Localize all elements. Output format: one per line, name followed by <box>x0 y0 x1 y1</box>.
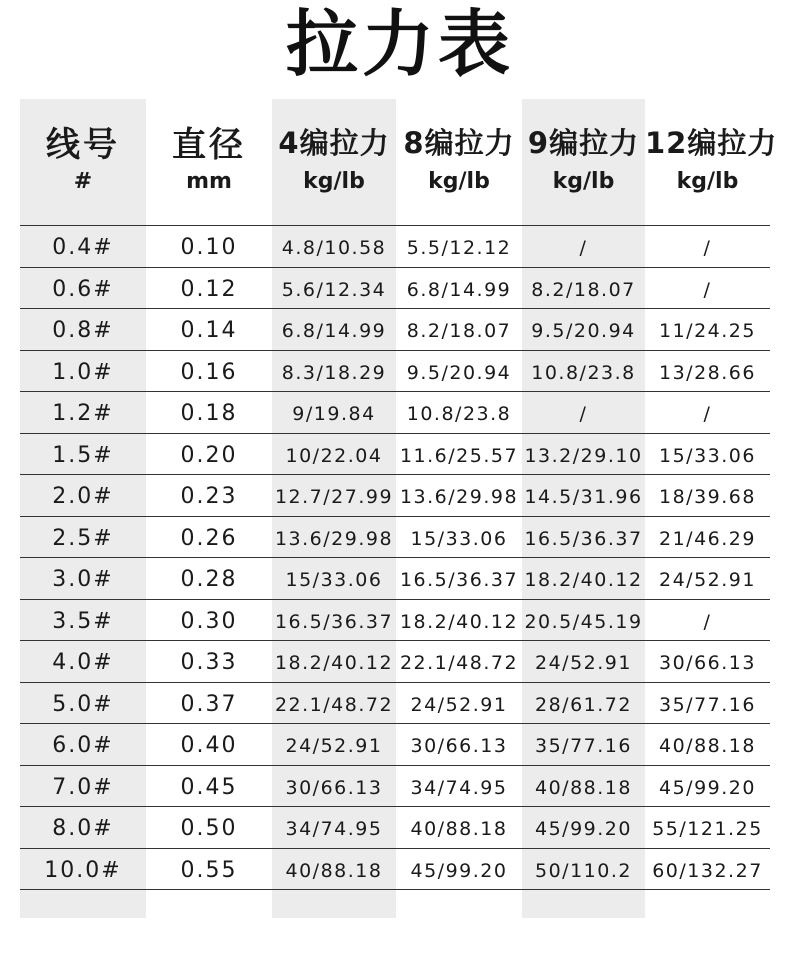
table-cell: 1.2# <box>52 401 114 426</box>
table-cell: 10.8/23.8 <box>531 361 636 384</box>
table-cell: 2.5# <box>52 525 114 551</box>
header-label: 12编拉力 <box>645 126 778 160</box>
table-row <box>20 683 770 725</box>
table-cell: 5.0# <box>52 691 114 717</box>
table-cell: 10/22.04 <box>285 444 383 467</box>
table-cell: 0.6# <box>52 276 114 302</box>
table-cell: 0.8# <box>52 318 114 343</box>
table-row <box>20 517 770 559</box>
table-cell: 0.28 <box>180 567 238 592</box>
table-row <box>20 475 770 517</box>
table-cell: 11/24.25 <box>659 320 756 342</box>
table-cell: 8.3/18.29 <box>281 361 387 384</box>
table-row <box>20 766 770 808</box>
table-cell: 7.0# <box>52 774 114 800</box>
header-8-strand <box>396 99 522 225</box>
table-cell: 11.6/25.57 <box>399 444 519 467</box>
table-cell: 13/28.66 <box>659 361 756 384</box>
table-cell: 34/74.95 <box>285 818 383 840</box>
table-cell: 21/46.29 <box>659 527 756 550</box>
table-cell: 1.5# <box>52 442 114 468</box>
table-cell: 40/88.18 <box>410 818 508 840</box>
table-cell: 30/66.13 <box>285 776 383 799</box>
header-unit: # <box>73 169 93 194</box>
table-cell: 35/77.16 <box>659 693 756 716</box>
table-cell: 16.5/36.37 <box>274 610 394 633</box>
table-cell: 34/74.95 <box>410 776 508 799</box>
table-cell: 60/132.27 <box>652 859 763 882</box>
table-cell: / <box>703 278 712 301</box>
table-row <box>20 268 770 310</box>
table-cell: 0.40 <box>180 733 238 758</box>
table-cell: 8.2/18.07 <box>406 320 512 342</box>
table-cell: 18.2/40.12 <box>524 569 643 591</box>
table-cell: 4.8/10.58 <box>281 237 387 259</box>
table-cell: 13.2/29.10 <box>524 444 643 467</box>
table-cell: 8.2/18.07 <box>531 278 636 301</box>
table-cell: 14.5/31.96 <box>524 486 643 508</box>
table-row <box>20 558 770 600</box>
table-cell: 0.14 <box>180 318 238 343</box>
table-cell: 9/19.84 <box>292 403 376 425</box>
table-cell: 0.18 <box>180 401 238 426</box>
table-cell: 0.37 <box>180 691 238 717</box>
table-cell: 5.5/12.12 <box>406 237 512 259</box>
table-cell: 10.8/23.8 <box>406 403 512 425</box>
table-cell: 45/99.20 <box>410 859 508 882</box>
table-cell: 40/88.18 <box>659 735 756 757</box>
header-label: 9编拉力 <box>527 126 640 160</box>
table-cell: / <box>703 403 712 425</box>
table-cell: 6.8/14.99 <box>406 278 512 301</box>
table-cell: / <box>703 237 712 259</box>
page-title: 拉力表 <box>285 2 514 86</box>
table-cell: 8.0# <box>52 816 114 841</box>
table-cell: 30/66.13 <box>410 735 508 757</box>
header-4-strand <box>272 99 396 225</box>
table-cell: / <box>703 610 712 633</box>
table-cell: 45/99.20 <box>535 818 632 840</box>
header-label: 直径 <box>172 125 246 165</box>
table-cell: 50/110.2 <box>535 859 632 882</box>
table-cell: 0.16 <box>180 359 238 385</box>
table-cell: 0.30 <box>180 608 238 634</box>
table-row <box>20 351 770 393</box>
table-cell: 15/33.06 <box>410 527 508 550</box>
table-cell: 6.8/14.99 <box>281 320 387 342</box>
table-row <box>20 309 770 351</box>
table-cell: 18/39.68 <box>659 486 756 508</box>
table-cell: 15/33.06 <box>285 569 383 591</box>
header-9-strand <box>522 99 645 225</box>
table-cell: 24/52.91 <box>285 735 383 757</box>
header-unit: kg/lb <box>303 169 365 194</box>
table-cell: 3.0# <box>52 567 114 592</box>
table-cell: / <box>579 403 588 425</box>
table-cell: 22.1/48.72 <box>274 693 394 716</box>
table-row <box>20 434 770 476</box>
table-cell: 3.5# <box>52 608 114 634</box>
table-cell: 0.10 <box>180 235 238 260</box>
table-row <box>20 724 770 766</box>
table-cell: 9.5/20.94 <box>531 320 636 342</box>
table-cell: 0.45 <box>180 774 238 800</box>
header-label: 8编拉力 <box>403 126 515 160</box>
table-cell: 10.0# <box>44 857 122 883</box>
table-cell: 24/52.91 <box>659 569 756 591</box>
table-cell: 30/66.13 <box>659 652 756 674</box>
table-cell: 0.26 <box>180 525 238 551</box>
header-label: 4编拉力 <box>278 126 390 160</box>
table-cell: 5.6/12.34 <box>281 278 387 301</box>
table-cell: 9.5/20.94 <box>406 361 512 384</box>
table-cell: 16.5/36.37 <box>524 527 643 550</box>
table-cell: 0.4# <box>52 235 114 260</box>
table-cell: 13.6/29.98 <box>274 527 394 550</box>
header-unit: kg/lb <box>428 169 490 194</box>
table-cell: 24/52.91 <box>410 693 508 716</box>
table-cell: / <box>579 237 588 259</box>
table-cell: 2.0# <box>52 484 114 509</box>
table-cell: 0.12 <box>180 276 238 302</box>
header-diameter <box>146 99 272 225</box>
table-cell: 16.5/36.37 <box>399 569 519 591</box>
table-cell: 12.7/27.99 <box>274 486 394 508</box>
table-cell: 0.33 <box>180 650 238 675</box>
header-unit: kg/lb <box>676 169 739 194</box>
header-label: 线号 <box>46 125 120 165</box>
table-cell: 20.5/45.19 <box>524 610 643 633</box>
table-cell: 1.0# <box>52 359 114 385</box>
table-row <box>20 600 770 642</box>
table-cell: 40/88.18 <box>535 776 632 799</box>
table-cell: 40/88.18 <box>285 859 383 882</box>
table-cell: 0.50 <box>180 816 238 841</box>
table-cell: 28/61.72 <box>535 693 632 716</box>
table-cell: 22.1/48.72 <box>399 652 519 674</box>
header-unit: kg/lb <box>552 169 615 194</box>
table-cell: 0.55 <box>180 857 238 883</box>
table-cell: 18.2/40.12 <box>274 652 394 674</box>
table-cell: 15/33.06 <box>659 444 756 467</box>
table-row <box>20 849 770 891</box>
table-cell: 13.6/29.98 <box>399 486 519 508</box>
table-cell: 35/77.16 <box>535 735 632 757</box>
table-row <box>20 807 770 849</box>
table-cell: 45/99.20 <box>659 776 756 799</box>
table-cell: 24/52.91 <box>535 652 632 674</box>
table-cell: 4.0# <box>52 650 114 675</box>
table-cell: 18.2/40.12 <box>399 610 519 633</box>
table-cell: 0.23 <box>180 484 238 509</box>
table-cell: 0.20 <box>180 442 238 468</box>
header-unit: mm <box>186 169 232 194</box>
table-row <box>20 226 770 268</box>
header-wire-number <box>20 99 146 225</box>
table-row <box>20 641 770 683</box>
header-12-strand <box>645 99 778 225</box>
table-cell: 6.0# <box>52 733 114 758</box>
row-divider <box>20 889 770 890</box>
table-cell: 55/121.25 <box>652 818 763 840</box>
table-row <box>20 392 770 434</box>
